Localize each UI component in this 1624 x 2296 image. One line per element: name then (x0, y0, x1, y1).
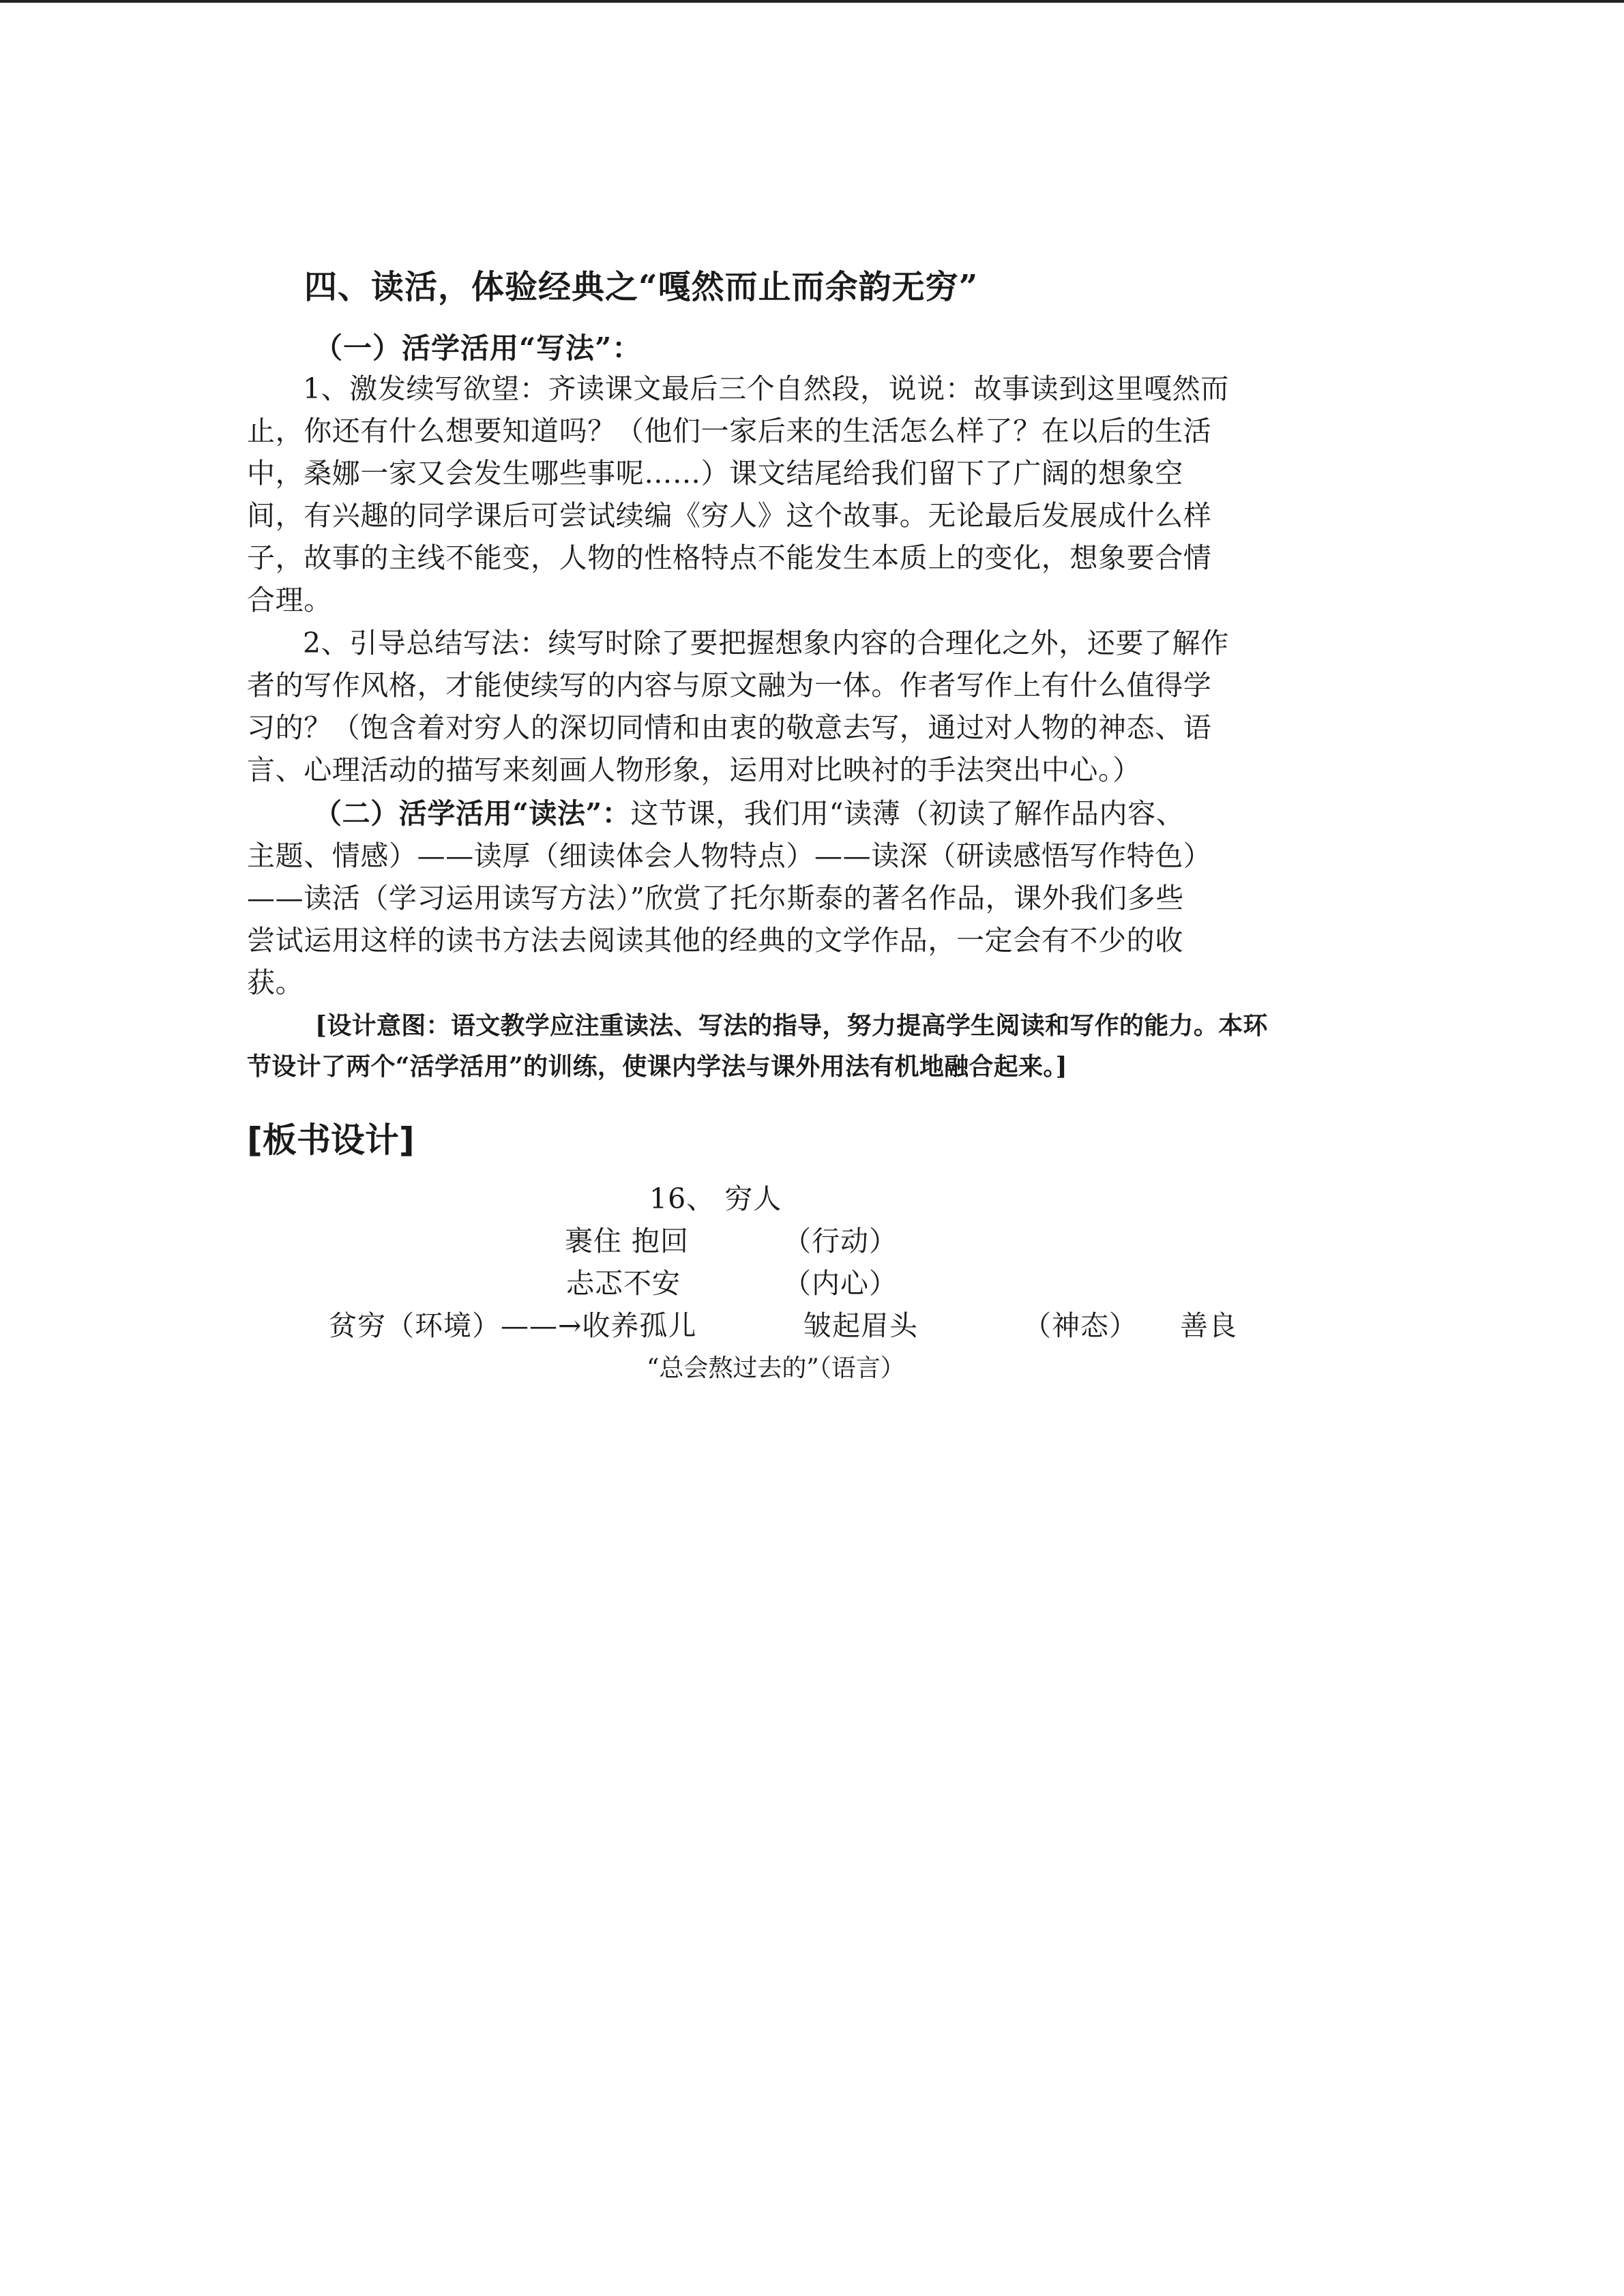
p1-line-4: 间，有兴趣的同学课后可尝试续编《穷人》这个故事。无论最后发展成什么样 (247, 499, 1212, 532)
design-note (247, 1005, 1372, 1087)
p2-line-1: 2、引导总结写法：续写时除了要把握想象内容的合理化之外，还要了解作 (303, 627, 1229, 659)
section-heading: 四、读活，体验经典之“嘎然而止而余韵无穷” (304, 268, 979, 306)
subsection-2-heading: （二）活学活用“读法”： (314, 797, 631, 830)
board-row3-d: 善良 (1180, 1309, 1237, 1342)
p1-line-2: 止，你还有什么想要知道吗？（他们一家后来的生活怎么样了？在以后的生活 (247, 415, 1212, 447)
p3-line-3: ——读活（学习运用读写方法）”欣赏了托尔斯泰的著名作品，课外我们多些 (247, 882, 1184, 914)
p3-line-4: 尝试运用这样的读书方法去阅读其他的经典的文学作品，一定会有不少的收 (247, 924, 1183, 957)
board-row3-b: 皱起眉头 (803, 1309, 918, 1342)
design-note-line-1: [设计意图：语文教学应注重读法、写法的指导，努力提高学生阅读和写作的能力。本环 (315, 1011, 1268, 1040)
p1-line-3: 中，桑娜一家又会发生哪些事呢……）课文结尾给我们留下了广阔的想象空 (247, 457, 1183, 490)
board-row4: “总会熬过去的”（语言） (647, 1354, 905, 1382)
p1-line-5: 子，故事的主线不能变，人物的性格特点不能发生本质上的变化，想象要合情 (247, 541, 1212, 574)
paragraph-2 (247, 622, 1372, 791)
paragraph-3 (247, 792, 1372, 1004)
p3-line-1-rest: 这节课，我们用“读薄（初读了解作品内容、 (630, 797, 1185, 830)
board-row2-left: 忐忑不安 (566, 1267, 681, 1300)
board-heading: [板书设计] (247, 1120, 415, 1160)
board-row1-right: （行动） (783, 1225, 898, 1257)
board-row1-left: 裹住 抱回 (565, 1225, 690, 1257)
p2-line-4: 言、心理活动的描写来刻画人物形象，运用对比映衬的手法突出中心。） (247, 754, 1141, 786)
p3-line-1 (247, 792, 1372, 835)
board-row3-a: 贫穷（环境）——→收养孤儿 (329, 1309, 697, 1342)
p3-line-2: 主题、情感）——读厚（细读体会人物特点）——读深（研读感悟写作特色） (247, 839, 1212, 872)
subsection-1-heading: （一）活学活用“写法”： (314, 331, 642, 365)
paragraph-1 (247, 368, 1372, 621)
p2-line-2: 者的写作风格，才能使续写的内容与原文融为一体。作者写作上有什么值得学 (247, 669, 1212, 702)
p3-line-5: 获。 (247, 966, 304, 999)
p1-line-6: 合理。 (247, 584, 332, 616)
board-title: 16、 穷人 (649, 1182, 782, 1215)
board-row3-c: （神态） (1023, 1309, 1138, 1342)
p1-line-1: 1、激发续写欲望：齐读课文最后三个自然段，说说：故事读到这里嘎然而 (303, 372, 1229, 405)
p2-line-3: 习的？（饱含着对穷人的深切同情和由衷的敬意去写，通过对人物的神态、语 (247, 711, 1212, 744)
board-row2-right: （内心） (783, 1267, 898, 1300)
design-note-line-2: 节设计了两个“活学活用”的训练，使课内学法与课外用法有机地融合起来。] (247, 1052, 1067, 1081)
